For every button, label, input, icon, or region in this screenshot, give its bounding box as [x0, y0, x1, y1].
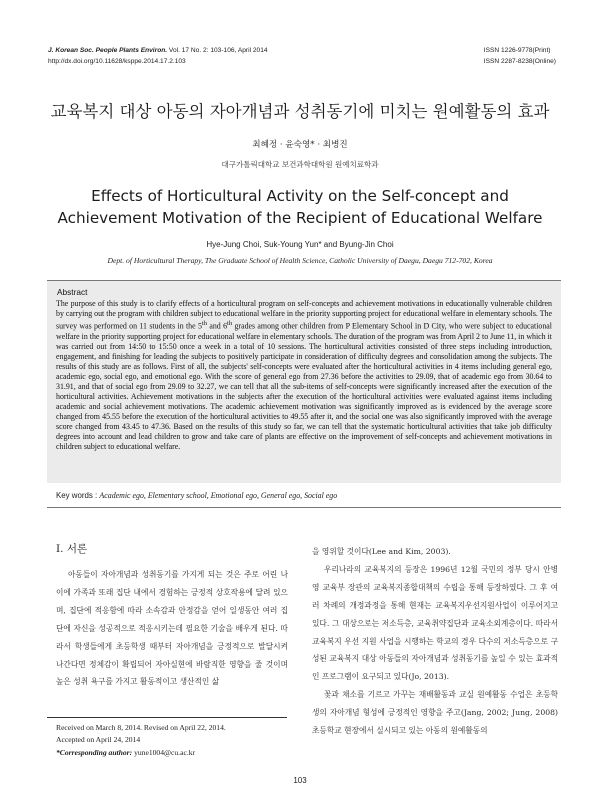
- section-heading: Ⅰ. 서론: [56, 543, 88, 555]
- journal-header: [48, 46, 268, 67]
- abstract-text: [56, 299, 552, 452]
- abstract-part-3: grades among other children from P Elementary School in D City, who were subject to educational welfare in the priority supporting project for educational welfare in elementary schools. The duration of the program was from April 2 to June 11, in which it was carried out from 14:50 to 15:50 once a week in a total of 10 sessions. The horticultural activities consisted of three steps including introduction, engagement, and finishing for leading the subjects to positively participate in consideration of difficulty degrees and consolidation among the subjects. The results of this study are as follows. First of all, the subjects' self-concepts were evaluated after the horticultural activities in 4 items including general ego, academic ego, social ego, and emotional ego. With the score of general ego from 27.36 before the activities to 29.09, that of academic ego from 30.64 to 31.91, and that of social ego from 29.09 to 32.27, we can tell that all the sub-items of self-concepts were significantly increased after the execution of the horticultural activities. Achievement motivations in the subjects after the execution of the horticultural activities were evaluated against items including academic and social achievement motivations. The academic achievement motivation was significantly improved as is evidenced by the average score changed from 45.55 before the execution of the horticultural activities to 49.55 after it, and the social one was also significantly improved with the average score changed from 43.45 to 47.36. Based on the results of this study so far, we can tell that the systematic horticultural activities that take job difficulty degrees into account and lead children to grow and take care of plants are effective on the improvement of self-concepts and achievement motivations in children subject to educational welfare.: [56, 321, 552, 452]
- keywords: [56, 491, 337, 500]
- footnotes: [56, 722, 226, 759]
- doi-link[interactable]: http://dx.doi.org/10.11628/ksppe.2014.17.2.103: [48, 57, 186, 65]
- issn-print: ISSN 1226-9778(Print): [483, 47, 551, 54]
- citation-line: [48, 46, 268, 57]
- abstract-part-2: and 6: [207, 321, 228, 331]
- footnote-divider: [47, 717, 287, 718]
- abstract-heading: Abstract: [57, 287, 88, 297]
- journal-name: J. Korean Soc. People Plants Environ.: [48, 47, 168, 54]
- keywords-value: Academic ego, Elementary school, Emotional ego, General ego, Social ego: [99, 491, 338, 500]
- corresponding-author: [56, 747, 226, 759]
- english-affiliation: Dept. of Horticultural Therapy, The Graduate School of Health Science, Catholic University of Daegu, Daegu 712-702, Korea: [107, 256, 493, 265]
- body-paragraph: 을 영위할 것이다(Lee and Kim, 2003).: [312, 547, 451, 556]
- body-paragraph: 아동들이 자아개념과 성취동기를 가지게 되는 것은 주로 어린 나이에 가족과 또래 집단 내에서 경험하는 긍정적 상호작용에 달려 있으며, 집단에 적응함에 따라 소속감과 안정감을 얻어 일생동안 여러 집단에 자신을 성공적으로 적응시키는데 필요한 기술을 배우게 된다. 따라서 학생들에게 초등학생 때부터 자아개념을 긍정적으로 발달시켜 나간다면 정체감이 확립되어 자아실현에 바람직한 영향을 줄 것이며 높은 성취 욕구를 가지고 활동적이고 생산적인 삶: [56, 570, 288, 687]
- english-title: [30, 185, 570, 229]
- body-right-column: [312, 543, 558, 740]
- body-paragraph: 꽃과 채소를 기르고 가꾸는 재배활동과 교실 원예활동 수업은 초등학생의 자아개념 형성에 긍정적인 영향을 주고(Jang, 2002; Jung, 2008) 초등학교 현장에서 실시되고 있는 아동의 원예활동의: [312, 690, 558, 736]
- keywords-label: Key words :: [56, 491, 100, 500]
- korean-title: 교육복지 대상 아동의 자아개념과 성취동기에 미치는 원예활동의 효과: [50, 102, 550, 121]
- issn-block: [484, 46, 556, 67]
- accepted-date: Accepted on April 24, 2014: [56, 735, 141, 745]
- body-left-column: [56, 566, 288, 691]
- received-date: Received on March 8, 2014. Revised on April 22, 2014.: [56, 723, 226, 732]
- journal-citation: Vol. 17 No. 2: 103-106, April 2014: [167, 47, 268, 54]
- keywords-divider: [47, 507, 561, 508]
- english-authors: Hye-Jung Choi, Suk-Young Yun* and Byung-Jin Choi: [206, 240, 394, 249]
- english-title-line-1: Effects of Horticultural Activity on the Self-concept and: [91, 187, 509, 205]
- english-title-line-2: Achievement Motivation of the Recipient of Educational Welfare: [57, 209, 543, 227]
- superscript-th: th: [201, 320, 208, 328]
- korean-affiliation: 대구가톨릭대학교 보건과학대학원 원예치료학과: [221, 160, 379, 169]
- korean-authors: 최혜정 · 윤숙영* · 최병진: [252, 140, 348, 150]
- abstract-box: [47, 280, 561, 483]
- page-number: 103: [293, 776, 307, 785]
- corresponding-label: *Corresponding author:: [56, 747, 133, 757]
- superscript-th: th: [227, 320, 233, 328]
- abstract-part-1: The purpose of this study is to clarify effects of a horticultural program on self-concepts and achievement motivations in educationally vulnerable children by carrying out the program with children subject to educational welfare in the priority supporting project for educational welfare in elementary schools. The survey was performed on 11 students in the 5: [56, 299, 552, 331]
- corresponding-email[interactable]: yune1004@cu.ac.kr: [132, 747, 196, 757]
- issn-online: ISSN 2287-8238(Online): [483, 57, 556, 65]
- body-paragraph: 우리나라의 교육복지의 등장은 1996년 12월 국민의 정부 당시 안병영 교육부 장관의 교육복지종합대책의 수립을 통해 등장하였다. 그 후 여러 차례의 개정과정을 통해 현재는 교육복지우선지원사업이 이루어지고 있다. 그 대상으로는 저소득층, 교육취약집단과 교육소외계층이다. 따라서 교육복지 우선 지원 사업을 시행하는 학교의 경우 다수의 저소득층으로 구성된 교육복지 대상 아동들의 자아개념과 성취동기를 높일 수 있는 효과적인 프로그램이 요구되고 있다(Jo, 2013).: [312, 564, 558, 682]
